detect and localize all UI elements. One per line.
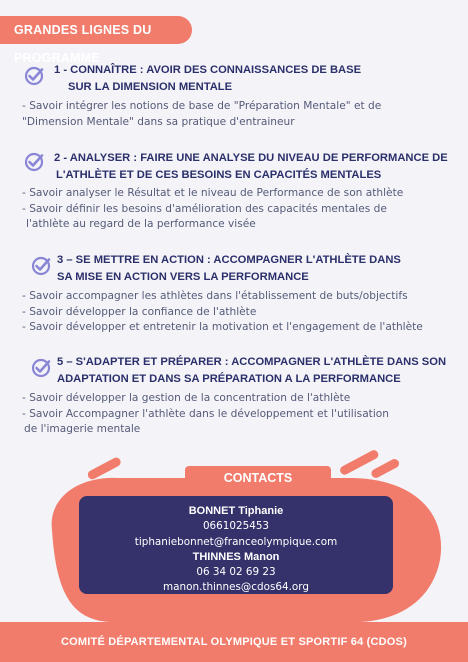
program-header: GRANDES LIGNES DU PROGRAMME [0,16,192,44]
section-2-description: - Savoir analyser le Résultat et le niveau de Performance de son athlète - Savoir définir les besoins d'amélioration des capacités mentales de l'athlète au regard de la performance visée [22,187,404,230]
checkmark-circle-icon [31,358,51,378]
checkmark-circle-icon [24,152,44,172]
section-1-description: - Savoir intégrer les notions de base de "Préparation Mentale" et de "Dimension Mentale" dans sa pratique d'entraineur [22,100,382,128]
footer-banner: COMITÉ DÉPARTEMENTAL OLYMPIQUE ET SPORTIF 64 (CDOS) [0,622,468,662]
checkmark-circle-icon [31,256,51,276]
contact-1-phone: 0661025453 [202,520,270,533]
contact-card [79,496,393,594]
contact-1-email[interactable]: tiphaniebonnet@franceolympique.com [134,535,338,548]
section-3-title: 3 – SE METTRE EN ACTION : ACCOMPAGNER L'ATHLÈTE DANS SA MISE EN ACTION VERS LA PERFORMANCE [57,254,401,283]
section-5-title: 5 – S'ADAPTER ET PRÉPARER : ACCOMPAGNER L'ATHLÈTE DANS SON ADAPTATION ET DANS SA PRÉPARATION A LA PERFORMANCE [57,356,447,385]
checkmark-circle-icon [24,66,44,86]
contact-2-name: THINNES Manon [192,550,280,563]
section-1-title: 1 - CONNAÎTRE : AVOIR DES CONNAISSANCES DE BASE SUR LA DIMENSION MENTALE [54,64,362,93]
contact-2-email[interactable]: manon.thinnes@cdos64.org [163,581,309,594]
section-3-description: - Savoir accompagner les athlètes dans l'établissement de buts/objectifs - Savoir développer la confiance de l'athlète - Savoir développer et entretenir la motivation et l'engagement de l'athlète [22,290,423,333]
section-5-description: - Savoir développer la gestion de la concentration de l'athlète - Savoir Accompagner l'athlète dans le développement et l'utilisation de l'imagerie mentale [22,392,389,435]
contact-1-name: BONNET Tiphanie [188,505,284,517]
section-2-title: 2 - ANALYSER : FAIRE UNE ANALYSE DU NIVEAU DE PERFORMANCE DE L'ATHLÈTE ET DE CES BESOINS EN CAPACITÉS MENTALES [54,152,448,181]
contacts-label: CONTACTS [185,466,331,490]
contact-2-phone: 06 34 02 69 23 [196,566,276,579]
